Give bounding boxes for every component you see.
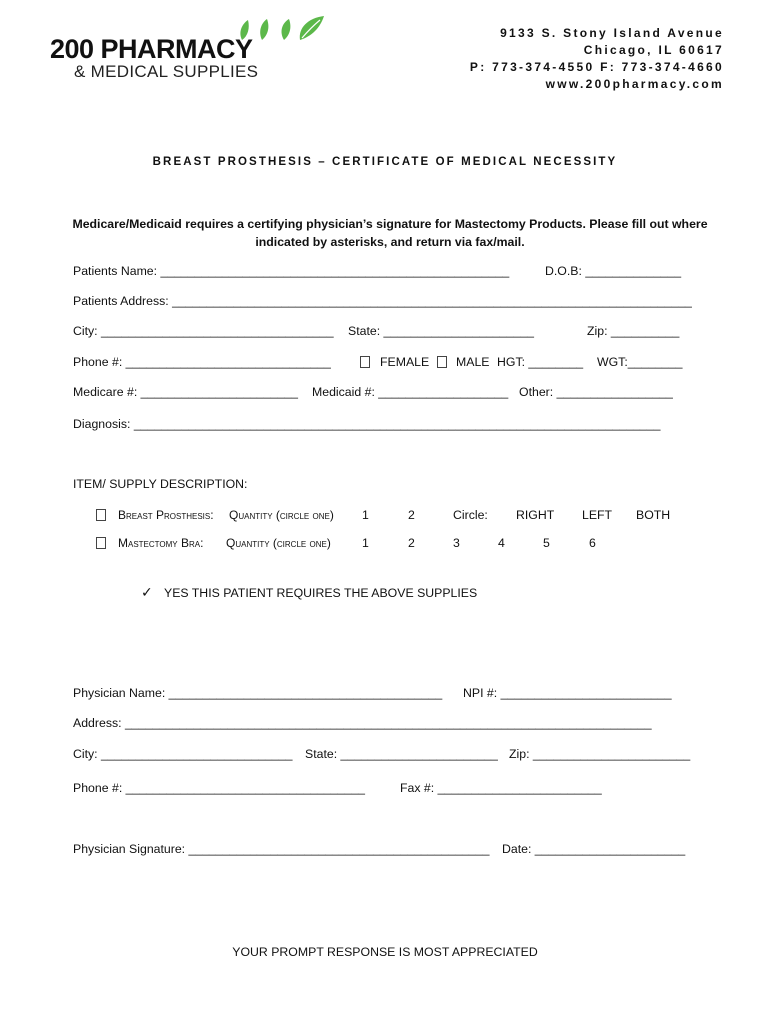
intro-line-1: Medicare/Medicaid requires a certifying physician’s signature for Mastectomy Products. Please fill out where — [72, 217, 708, 231]
qty-option-5[interactable]: 5 — [543, 536, 550, 550]
female-checkbox[interactable] — [360, 356, 370, 368]
circle-label: Circle: — [453, 508, 488, 522]
qty-option-2[interactable]: 2 — [408, 508, 415, 522]
patient-state-field[interactable]: State: ______________________ — [348, 324, 535, 338]
medicare-field[interactable]: Medicare #: _______________________ — [73, 385, 298, 399]
physician-signature-field[interactable]: Physician Signature: ____________________________________________ — [73, 842, 490, 856]
intro-line-2: indicated by asterisks, and return via fax/mail. — [255, 235, 525, 249]
patient-name-field[interactable]: Patients Name: ___________________________________________________ — [73, 264, 510, 278]
footer-note: YOUR PROMPT RESPONSE IS MOST APPRECIATED — [232, 945, 538, 959]
qty-option-3[interactable]: 3 — [453, 536, 460, 550]
diagnosis-field[interactable]: Diagnosis: _____________________________________________________________________________ — [73, 417, 661, 431]
mastectomy-bra-label: Mastectomy Bra: — [118, 536, 204, 550]
male-label: MALE — [456, 355, 490, 369]
medicaid-field[interactable]: Medicaid #: ___________________ — [312, 385, 509, 399]
address-website: www.200pharmacy.com — [545, 77, 724, 91]
physician-phone-field[interactable]: Phone #: ___________________________________ — [73, 781, 366, 795]
weight-field[interactable]: WGT:________ — [597, 355, 683, 369]
signature-date-field[interactable]: Date: ______________________ — [502, 842, 686, 856]
item-section-heading: ITEM/ SUPPLY DESCRIPTION: — [73, 477, 248, 491]
patient-address-field[interactable]: Patients Address: ____________________________________________________________________________ — [73, 294, 692, 308]
physician-state-field[interactable]: State: _______________________ — [305, 747, 498, 761]
quantity-label: Quantity (circle one) — [226, 536, 331, 550]
qty-option-4[interactable]: 4 — [498, 536, 505, 550]
qty-option-1[interactable]: 1 — [362, 536, 369, 550]
male-checkbox[interactable] — [437, 356, 447, 368]
physician-city-field[interactable]: City: ____________________________ — [73, 747, 293, 761]
female-label: FEMALE — [380, 355, 430, 369]
side-option-left[interactable]: LEFT — [582, 508, 613, 522]
physician-fax-field[interactable]: Fax #: ________________________ — [400, 781, 602, 795]
physician-zip-field[interactable]: Zip: _______________________ — [509, 747, 691, 761]
breast-prosthesis-checkbox[interactable] — [96, 509, 106, 521]
npi-field[interactable]: NPI #: _________________________ — [463, 686, 672, 700]
patient-city-field[interactable]: City: __________________________________ — [73, 324, 334, 338]
side-option-both[interactable]: BOTH — [636, 508, 671, 522]
address-city: Chicago, IL 60617 — [583, 43, 724, 57]
logo-subtitle: & MEDICAL SUPPLIES — [74, 62, 259, 81]
other-field[interactable]: Other: _________________ — [519, 385, 673, 399]
dob-field[interactable]: D.O.B: ______________ — [545, 264, 682, 278]
logo-text: 200 PHARMACY — [50, 34, 253, 64]
mastectomy-bra-checkbox[interactable] — [96, 537, 106, 549]
physician-address-field[interactable]: Address: _____________________________________________________________________________ — [73, 716, 652, 730]
patient-zip-field[interactable]: Zip: __________ — [587, 324, 680, 338]
confirm-supplies-text: YES THIS PATIENT REQUIRES THE ABOVE SUPPLIES — [164, 586, 478, 600]
address-street: 9133 S. Stony Island Avenue — [500, 26, 724, 40]
physician-name-field[interactable]: Physician Name: ________________________________________ — [73, 686, 443, 700]
qty-option-2[interactable]: 2 — [408, 536, 415, 550]
intro-text — [60, 215, 720, 251]
side-option-right[interactable]: RIGHT — [516, 508, 555, 522]
address-phone-fax: P: 773-374-4550 F: 773-374-4660 — [469, 60, 724, 74]
page-title: BREAST PROSTHESIS – CERTIFICATE OF MEDICAL NECESSITY — [152, 156, 618, 168]
checkmark-icon[interactable]: ✓ — [141, 584, 153, 600]
quantity-label: Quantity (circle one) — [229, 508, 334, 522]
height-field[interactable]: HGT: ________ — [497, 355, 584, 369]
breast-prosthesis-label: Breast Prosthesis: — [118, 508, 214, 522]
qty-option-1[interactable]: 1 — [362, 508, 369, 522]
qty-option-6[interactable]: 6 — [589, 536, 596, 550]
patient-phone-field[interactable]: Phone #: ______________________________ — [73, 355, 331, 369]
